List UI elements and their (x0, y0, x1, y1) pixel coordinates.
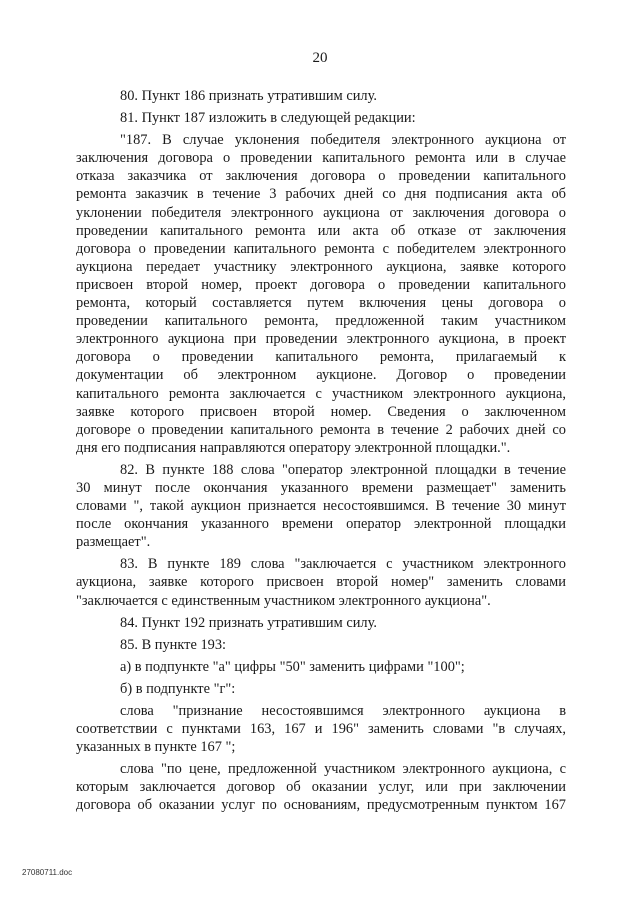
text-line: ремонта заказчик в течение 3 рабочих дней со дня подписания акта об (76, 186, 566, 203)
text-line: "заключается с единственным участником электронного аукциона". (76, 592, 491, 609)
paragraph-187-quote (76, 131, 566, 457)
paragraph-81 (76, 109, 566, 127)
text-line: ремонта, который составляется путем включения цены договора о (76, 295, 566, 312)
text-line: заявке которого присвоен второй номер. Сведения о заключенном (76, 403, 566, 420)
text-line: электронного аукциона при проведении электронного аукциона, в проект (76, 331, 566, 348)
text-line: указанных в пункте 167 "; (76, 739, 236, 756)
paragraph-80 (76, 87, 566, 105)
subparagraph-b-item-2 (76, 760, 566, 814)
text-line: б) в подпункте "г": (120, 680, 236, 697)
paragraph-84 (76, 614, 566, 632)
text-line: заключения договора о проведении капитального ремонта или в случае (76, 150, 566, 167)
text-line: проведении капитального ремонта, предложенной таким участником (76, 313, 566, 330)
text-line: договора о проведении капитального ремонта, прилагаемый к (76, 349, 566, 366)
text-line: "187. В случае уклонения победителя электронного аукциона от (120, 132, 566, 149)
paragraph-83 (76, 555, 566, 609)
text-line: 84. Пункт 192 признать утратившим силу. (120, 614, 377, 631)
text-line: договора о проведении капитального ремонта с победителем электронного (76, 240, 566, 257)
document-body (76, 87, 566, 819)
text-line: 81. Пункт 187 изложить в следующей редакции: (120, 110, 416, 127)
document-filename: 27080711.doc (22, 868, 73, 877)
text-line: словами ", такой аукцион признается несостоявшимся. В течение 30 минут (76, 498, 566, 515)
text-line: слова "по цене, предложенной участником электронного аукциона, с (120, 761, 566, 778)
text-line: договоре о проведении капитального ремонта в течение 2 рабочих дней со (76, 421, 566, 438)
text-line: 85. В пункте 193: (120, 636, 227, 653)
text-line: а) в подпункте "а" цифры "50" заменить цифрами "100"; (120, 658, 465, 675)
subparagraph-b-item-1 (76, 702, 566, 756)
text-line: размещает". (76, 534, 151, 551)
text-line: 82. В пункте 188 слова "оператор электронной площадки в течение (120, 461, 566, 478)
text-line: 30 минут после окончания указанного времени размещает" заменить (76, 479, 566, 496)
page-number: 20 (312, 50, 328, 66)
text-line: документации об электронном аукционе. Договор о проведении (76, 367, 566, 384)
text-line: которым заключается договор об оказании услуг, или при заключении (76, 779, 566, 796)
text-line: 80. Пункт 186 признать утратившим силу. (120, 88, 377, 104)
text-line: аукциона, заявке которого присвоен второй номер" заменить словами (76, 574, 566, 591)
paragraph-82 (76, 461, 566, 551)
text-line: слова "признание несостоявшимся электронного аукциона в (120, 703, 566, 719)
text-line: соответствии с пунктами 163, 167 и 196" заменить словами "в случаях, (76, 721, 566, 738)
text-line: присвоен второй номер, проект договора о проведении капитального (76, 276, 566, 293)
text-line: отказа заказчика от заключения договора о проведении капитального (76, 168, 566, 185)
text-line: аукциона передает участнику электронного аукциона, заявке которого (76, 258, 566, 275)
subparagraph-b (76, 680, 566, 698)
subparagraph-a (76, 658, 566, 676)
text-line: после окончания указанного времени оператор электронной площадки (76, 516, 566, 533)
text-line: договора об оказании услуг по основаниям, предусмотренным пунктом 167 (76, 797, 566, 814)
text-line: уклонении победителя электронного аукциона от заключения договора о (76, 204, 566, 221)
paragraph-85 (76, 636, 566, 654)
text-line: дня его подписания направляются оператору электронной площадки.". (76, 439, 511, 456)
text-line: капитального ремонта заключается с участником электронного аукциона, (76, 385, 566, 402)
text-line: проведении капитального ремонта или акта об отказе от заключения (76, 222, 566, 239)
text-line: 83. В пункте 189 слова "заключается с участником электронного (120, 556, 566, 573)
